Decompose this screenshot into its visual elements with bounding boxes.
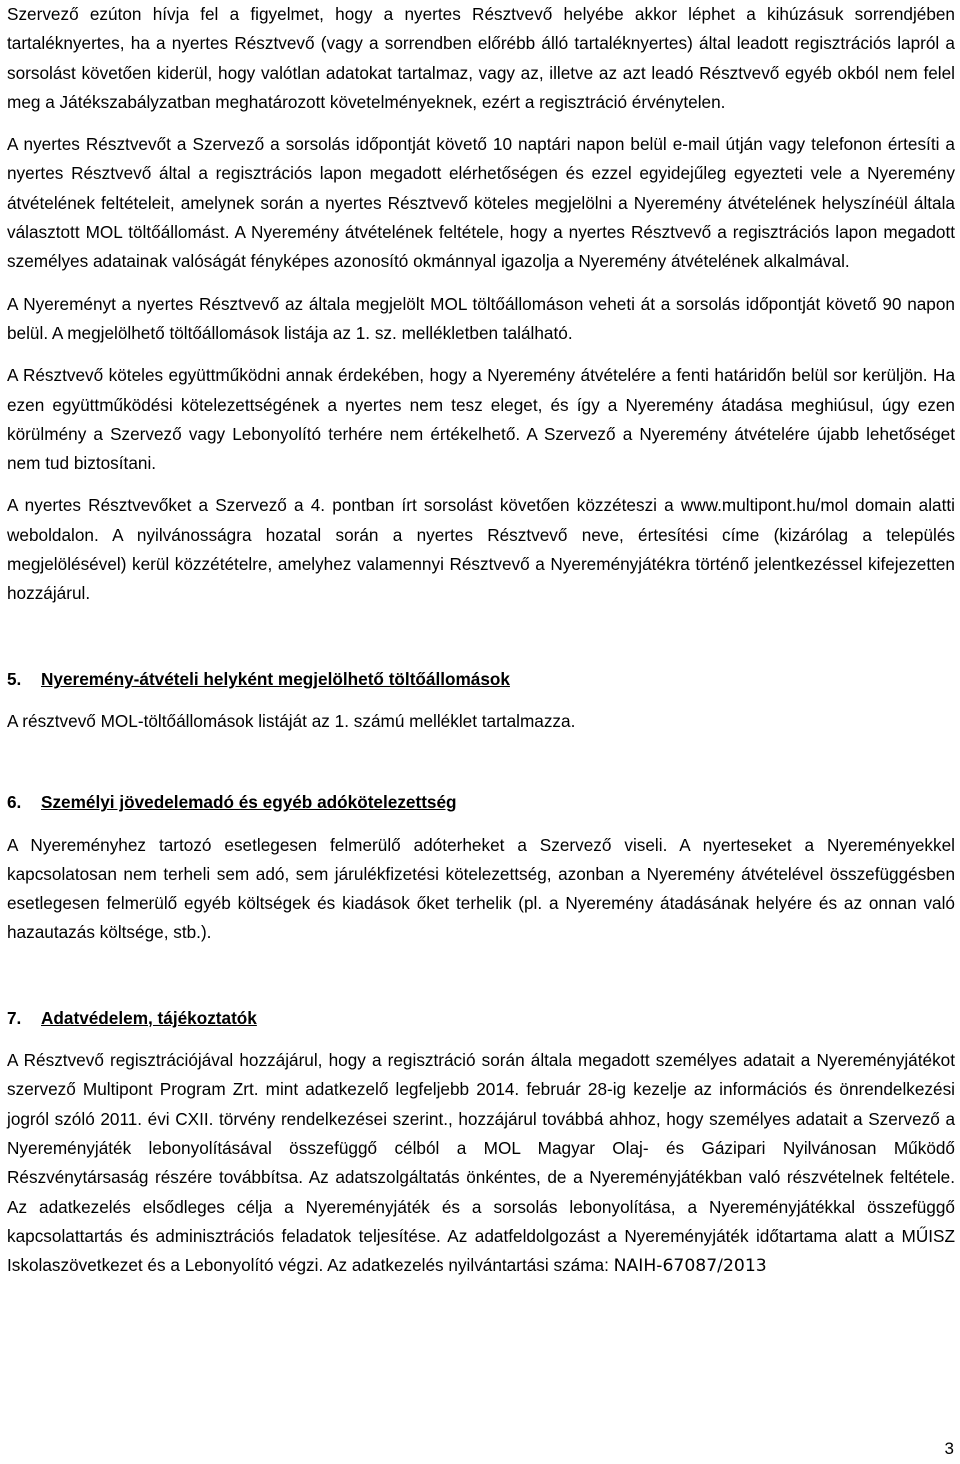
section-6-text: A Nyereményhez tartozó esetlegesen felmerülő adóterheket a Szervező viseli. A nyerteseket a Nyereményekkel kapcsolatosan nem terheli sem adó, sem járulékfizetési kötelezettség, azonban a Nyeremény átvételével összefüggésben esetlegesen felmerülő egyéb költségek és kiadások őket terhelik (pl. a Nyeremény átadásának helyére és az onnan való hazautazás költsége, stb.). — [7, 834, 955, 943]
section-5-text: A résztvevő MOL-töltőállomások listáját az 1. számú melléklet tartalmazza. — [7, 710, 576, 731]
section-5-number: 5. — [7, 668, 22, 689]
paragraph-prize-pickup: A Nyereményt a nyertes Résztvevő az általa megjelölt MOL töltőállomáson veheti át a sorsolás időpontját követő 90 napon belül. A megjelölhető töltőállomások listája az 1. sz. mellékletben található. — [7, 293, 955, 343]
paragraph-reserve-winner: Szervező ezúton hívja fel a figyelmet, hogy a nyertes Résztvevő helyébe akkor léphet a kihúzásuk sorrendjében tartaléknyertes, ha a nyertes Résztvevő (vagy a sorrendben előrébb álló tartaléknyertes) által leadott regisztrációs lapról a sorsolást követően kiderül, hogy valótlan adatokat tartalmaz, vagy az, illetve az azt leadó Résztvevő egyéb okból nem felel meg a Játékszabályzatban meghatározott követelményeknek, ezért a regisztráció érvénytelen. — [7, 4, 955, 112]
section-7-heading — [7, 1004, 955, 1033]
paragraph-winner-notification: A nyertes Résztvevőt a Szervező a sorsolás időpontját követő 10 naptári napon belül e-mail útján vagy telefonon értesíti a nyertes Résztvevő által a regisztrációs lapon megadott elérhetőségen és ezzel egyidejűleg egyezteti vele a Nyeremény átvételének feltételeit, amelynek során a nyertes Résztvevő köteles megjelölni a Nyeremény átvételének helyszínéül általa választott MOL töltőállomást. A Nyeremény átvételének feltétele, hogy a nyertes Résztvevő a regisztrációs lapon megadott személyes adatainak valóságát fényképes azonosító okmánnyal igazolja a Nyeremény átvételének alkalmával. — [7, 134, 955, 272]
section-7-number: 7. — [7, 1007, 22, 1028]
section-7-text — [7, 1046, 955, 1281]
section-6-number: 6. — [7, 792, 22, 813]
page-number: 3 — [944, 1439, 954, 1458]
section-6-title: Személyi jövedelemadó és egyéb adókötelezettség — [41, 792, 457, 813]
paragraph-publication: A nyertes Résztvevőket a Szervező a 4. pontban írt sorsolást követően közzéteszi a www.multipont.hu/mol domain alatti weboldalon. A nyilvánosságra hozatal során a nyertes Résztvevő neve, értesítési címe (kizárólag a település megjelölésével) kerül közzétételre, amelyhez valamennyi Résztvevő a Nyereményjátékra történő jelentkezéssel kifejezetten hozzájárul. — [7, 495, 955, 604]
section-6-heading — [7, 788, 955, 817]
section-7-title: Adatvédelem, tájékoztatók — [41, 1007, 257, 1028]
section-7-body: A Résztvevő regisztrációjával hozzájárul, hogy a regisztráció során általa megadott személyes adatait a Nyereményjátékot szervező Multipont Program Zrt. mint adatkezelő legfeljebb 2014. február 28-ig kezelje az információs és önrendelkezési jogról szóló 2011. évi CXII. törvény rendelkezései szerint., hozzájárul továbbá ahhoz, hogy személyes adatait a Szervező a Nyereményjáték lebonyolításával összefüggő célból a MOL Magyar Olaj- és Gázipari Nyilvánosan Működő Részvénytársaság részére továbbítsa. Az adatszolgáltatás önkéntes, de a Nyereményjátékban való részvételnek feltétele. Az adatkezelés elsődleges célja a Nyereményjáték és a sorsolás lebonyolítása, a Nyereményjátékkal összefüggő kapcsolattartás és adminisztrációs feladatok teljesítése. Az adatfeldolgozást a Nyereményjáték időtartama alatt a MŰISZ Iskolaszövetkezet és a Lebonyolító végzi. Az adatkezelés nyilvántartási száma: — [7, 1050, 955, 1276]
section-5-title: Nyeremény-átvételi helyként megjelölhető töltőállomások — [41, 668, 510, 689]
paragraph-cooperation: A Résztvevő köteles együttműködni annak érdekében, hogy a Nyeremény átvételére a fenti határidőn belül sor kerüljön. Ha ezen együttműködési kötelezettségének a nyertes nem tesz eleget, és így a Nyeremény átadása meghiúsul, úgy ezen körülmény a Szervező vagy Lebonyolító terhére nem értékelhető. A Szervező a Nyeremény átvételére újabb lehetőséget nem tud biztosítani. — [7, 365, 955, 474]
registration-number: NAIH-67087/2013 — [613, 1256, 767, 1277]
page-content — [7, 0, 955, 1281]
section-5-heading — [7, 665, 955, 694]
